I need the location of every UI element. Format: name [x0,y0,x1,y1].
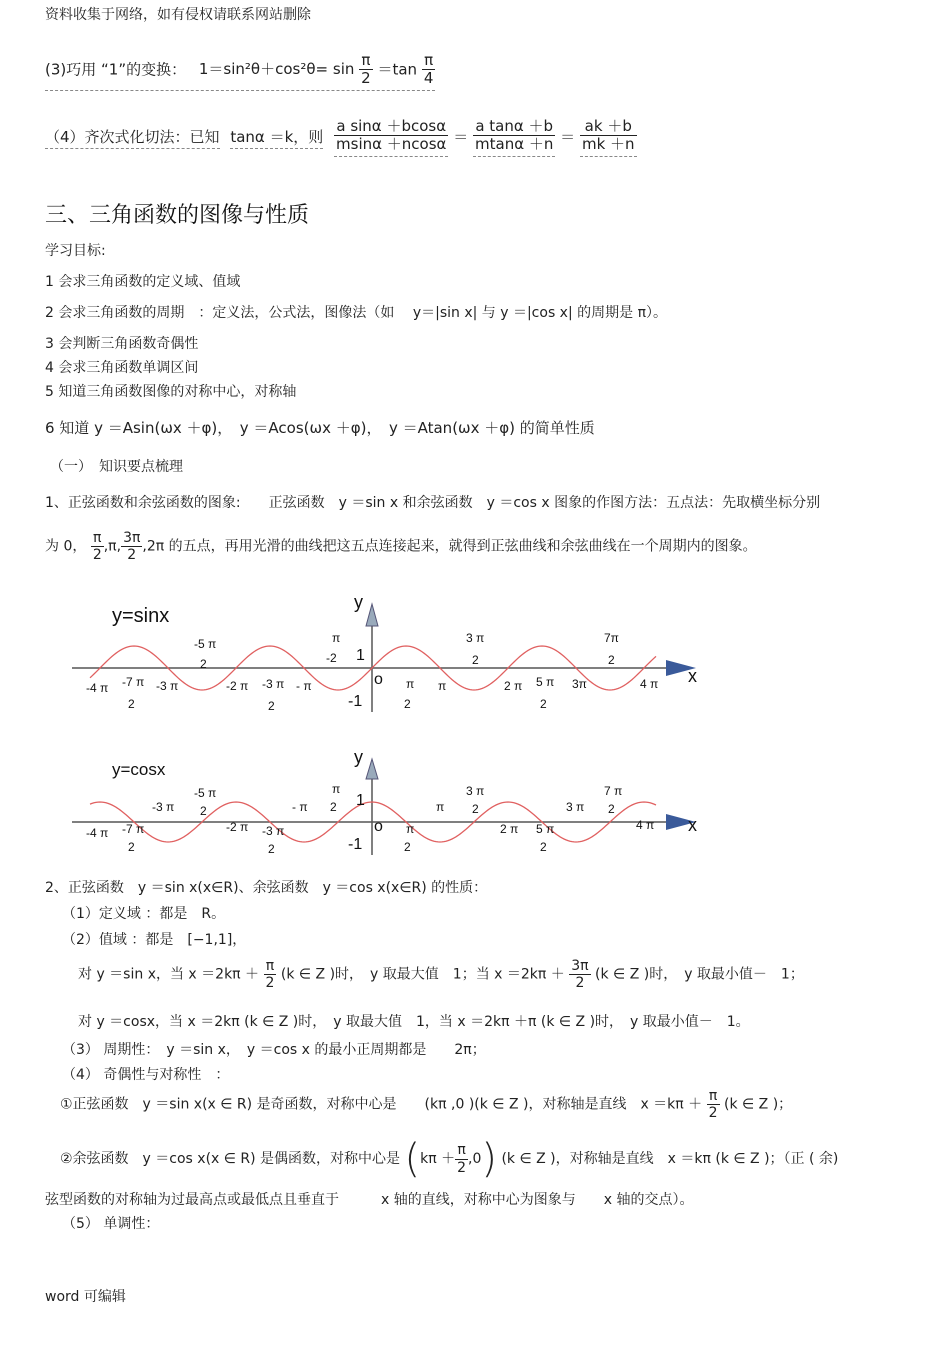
item-4 [45,118,637,157]
x-label: x [688,815,697,835]
tick-label: -3 π [262,677,285,691]
goal-1: 1 会求三角函数的定义域、值域 [45,274,241,290]
item-3 [45,52,435,91]
x-label: x [688,666,697,686]
tick-label: -2 [326,651,337,665]
y-arrow-icon [366,759,378,779]
odd-line [60,1088,792,1121]
one-label: 1 [356,792,365,809]
fraction: $\frac{\pi}{2}$ [92,530,102,564]
item-3-prefix: (3)巧用 “1”的变换： [45,60,187,79]
one-label: 1 [356,647,365,664]
tick-label: -4 π [86,826,109,840]
goal-4: 4 会求三角函数单调区间 [45,360,199,376]
tick-label: -2 π [226,679,249,693]
knowledge-heading: （一） 知识要点梳理 [50,459,183,475]
text: ②余弦函数 y ＝cos x(x ∈ R) 是偶函数，对称中心是 [60,1151,401,1167]
tick-label: -2 π [226,820,249,834]
tick-label: 2 [404,840,411,854]
text: ,π, [103,538,122,555]
tick-label: 2 [128,697,135,711]
fraction: $\frac{3\pi}{2}$ [123,530,141,564]
domain-line: （1）定义域 ：都是 R。 [62,906,226,922]
tick-label: 2 [200,804,207,818]
text: (k ∈ Z )； [724,1096,793,1113]
left-paren: ( [404,1136,421,1182]
fraction: $\frac{\text{a sinα ＋bcosα}}{msin\alpha +ncos\alpha}$ [334,118,448,157]
fraction: $\frac{\pi}{2}$ [265,958,275,992]
tick-label: π [436,800,445,814]
tick-label: -5 π [194,637,217,651]
goal-2 [45,302,667,322]
fraction: $\frac{ak +b}{mk +n}$ [580,118,637,157]
tick-label: 2 [608,653,615,667]
fraction: $\frac{\text{a tanα ＋b}}{mtan\alpha +n}$ [473,118,555,157]
text: ,0 [468,1151,482,1167]
text: (k ∈ Z )，对称轴是直线 x ＝kπ (k ∈ Z )；（正 ( 余) [501,1151,839,1167]
tick-label: 2 [608,802,615,816]
origin-label: o [374,818,383,835]
tick-label: -4 π [86,681,109,695]
page-footer: word 可编辑 [45,1289,126,1305]
properties-heading: 2、正弦函数 y ＝sin x(x∈R)、余弦函数 y ＝cos x(x∈R) 的性质： [45,880,488,896]
graph-title: y=cosx [112,760,166,779]
right-paren: ) [481,1136,498,1182]
y-label: y [354,592,363,612]
item-4-cond: tanα ＝k，则 [230,128,323,149]
tick-label: 2 π [500,822,519,836]
fraction: $\frac{\pi}{2}$ [708,1088,718,1122]
range-line: （2）值域 ：都是 [−1,1]， [62,932,247,948]
y-label: y [354,747,363,767]
tick-label: 2 [330,800,337,814]
tick-label: 7 π [604,784,623,798]
tick-label: π [332,631,341,645]
tick-label: 4 π [636,818,655,832]
item-3-expr: 1＝sin²θ＋cos²θ= sin [198,60,355,79]
text: ①正弦函数 y ＝sin x(x ∈ R) 是奇函数，对称中心是 (kπ ,0 )(k ∈ Z )，对称轴是直线 x ＝kπ ＋ [60,1096,703,1113]
tick-label: -3 π [152,800,175,814]
tick-label: 2 [200,657,207,671]
equals-sign: ＝ [560,127,576,146]
paragraph-1b [45,530,757,563]
sine-graph [60,590,720,720]
tick-label: 3π [572,677,587,691]
fraction: $\frac{\pi}{4}$ [423,51,434,88]
tick-label: π [332,782,341,796]
y-arrow-icon [366,604,378,626]
tick-label: 7π [604,631,619,645]
text: 为 0， [45,538,87,555]
page-header: 资料收集于网络，如有侵权请联系网站删除 [45,7,311,23]
tick-label: 5 π [536,822,555,836]
cos-extrema-line: 对 y ＝cosx，当 x ＝2kπ (k ∈ Z )时， y 取最大值 1，当 x ＝2kπ ＋π (k ∈ Z )时， y 取最小值－ 1。 [78,1014,750,1030]
tick-label: -5 π [194,786,217,800]
origin-label: o [374,671,383,688]
tick-label: 2 π [504,679,523,693]
fraction: $\frac{\pi}{2}$ [361,51,371,88]
item-4-prefix: （4）齐次式化切法：已知 [45,128,220,149]
period-line: （3） 周期性： y ＝sin x， y ＝cos x 的最小正周期都是 2π； [62,1042,486,1058]
cosine-graph-svg [60,745,720,860]
tick-label: 2 [472,802,479,816]
neg-one-label: -1 [348,836,363,853]
equals-sign: ＝ [453,127,469,146]
parity-line: （4） 奇偶性与对称性 ： [62,1067,230,1083]
tick-label: 3 π [566,800,585,814]
tick-label: π [406,677,415,691]
tick-label: -3 π [262,824,285,838]
graph-title: y=sinx [112,605,170,627]
even-line [60,1136,838,1182]
sin-extrema-line [78,958,804,991]
tick-label: 3 π [466,631,485,645]
even-tail: 弦型函数的对称轴为过最高点或最低点且垂直于 x 轴的直线，对称中心为图象与 x 轴的交点）。 [45,1192,694,1208]
tick-label: π [406,822,415,836]
fraction: $\frac{3\pi}{2}$ [571,958,589,992]
monotonic-line: （5） 单调性： [62,1216,160,1232]
text: (k ∈ Z )时， y 取最大值 1；当 x ＝2kπ ＋ [280,966,565,983]
tick-label: - π [292,800,308,814]
item-3-mid: ＝tan [377,60,418,79]
text: (k ∈ Z )时， y 取最小值－ 1； [595,966,804,983]
tick-label: 2 [540,840,547,854]
tick-label: -3 π [156,679,179,693]
goal-5: 5 知道三角函数图像的对称中心，对称轴 [45,384,297,400]
sine-graph-svg [60,590,720,720]
tick-label: 5 π [536,675,555,689]
section-title: 三、三角函数的图像与性质 [45,203,310,228]
tick-label: -7 π [122,675,145,689]
goal-2-text: 2 会求三角函数的周期 ：定义法，公式法，图像法（如 [45,305,395,321]
goal-6: 6 知道 y ＝Asin(ωx ＋φ)， y ＝Acos(ωx ＋φ)， y ＝Atan(ωx ＋φ) 的简单性质 [45,419,595,437]
tick-label: π [438,679,447,693]
tick-label: 2 [268,842,275,856]
tick-label: - π [296,679,312,693]
fraction: $\frac{\pi}{2}$ [457,1142,467,1176]
text: ,2π 的五点，再用光滑的曲线把这五点连接起来，就得到正弦曲线和余弦曲线在一个周期内的图象。 [142,538,757,555]
goals-label: 学习目标: [45,243,106,259]
tick-label: 2 [472,653,479,667]
tick-label: 3 π [466,784,485,798]
tick-label: 2 [404,697,411,711]
text: kπ ＋ [420,1151,456,1167]
tick-label: -7 π [122,822,145,836]
text: 对 y ＝sin x，当 x ＝2kπ ＋ [78,966,260,983]
paragraph-1: 1、正弦函数和余弦函数的图象: 正弦函数 y ＝sin x 和余弦函数 y ＝cos x 图象的作图方法：五点法：先取横坐标分别 [45,495,821,511]
tick-label: 2 [540,697,547,711]
goal-3: 3 会判断三角函数奇偶性 [45,336,199,352]
neg-one-label: -1 [348,693,363,710]
goal-2-example: y＝|sin x| 与 y ＝|cos x| 的周期是 π）。 [412,305,668,321]
tick-label: 2 [268,699,275,713]
tick-label: 2 [128,840,135,854]
tick-label: 4 π [640,677,659,691]
cosine-graph [60,745,720,860]
